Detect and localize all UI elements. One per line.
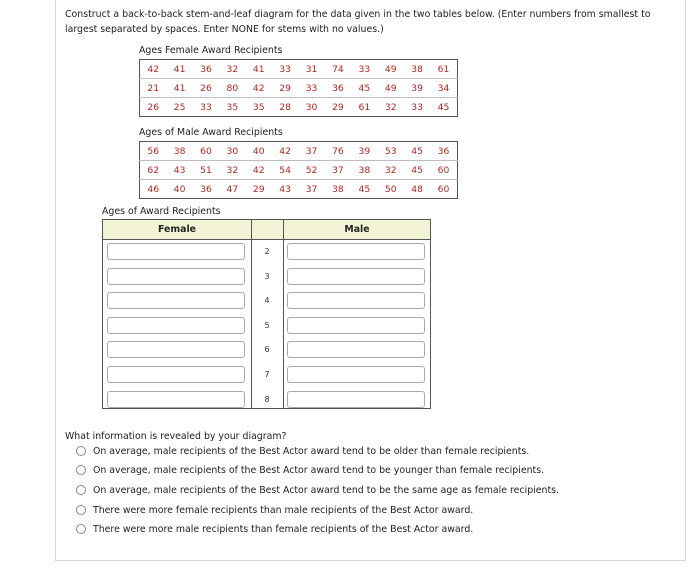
- male-cell: 43: [166, 161, 192, 180]
- female-cell: 21: [140, 79, 167, 98]
- male-cell: 37: [298, 142, 324, 161]
- radio-button[interactable]: [76, 524, 86, 534]
- female-row: [140, 79, 458, 98]
- answer-option-1[interactable]: [76, 444, 529, 458]
- female-leaves-input-stem-3[interactable]: [107, 268, 245, 285]
- female-cell: 26: [147, 101, 160, 113]
- answer-option-5[interactable]: [76, 522, 473, 536]
- stem-row: [103, 388, 430, 413]
- female-row: [140, 98, 458, 117]
- radio-button[interactable]: [76, 465, 86, 475]
- female-cell: 61: [430, 60, 457, 79]
- answer-option-label: On average, male recipients of the Best Actor award tend to be younger than female recipients.: [93, 464, 545, 476]
- male-leaves-input-stem-7[interactable]: [287, 366, 425, 383]
- stem-value: 4: [264, 296, 270, 306]
- female-leaves-input-stem-7[interactable]: [107, 366, 245, 383]
- female-cell: 35: [226, 101, 239, 113]
- male-cell: 36: [200, 183, 212, 195]
- male-cell: 37: [325, 161, 351, 180]
- male-cell: 51: [193, 161, 219, 180]
- stem-row: [103, 265, 430, 290]
- stem-leaf-header: [103, 220, 430, 240]
- male-cell: 45: [404, 161, 430, 180]
- female-leaves-input-stem-8[interactable]: [107, 391, 245, 408]
- female-cell: 35: [252, 101, 265, 113]
- female-cell: 41: [166, 60, 192, 79]
- male-cell: 45: [404, 142, 430, 161]
- female-cell: 33: [200, 101, 212, 113]
- female-cell: 26: [193, 79, 219, 98]
- answer-option-label: There were more female recipients than male recipients of the Best Actor award.: [93, 504, 474, 516]
- answer-option-label: On average, male recipients of the Best Actor award tend to be older than female recipients.: [93, 445, 530, 457]
- female-cell: 45: [351, 79, 377, 98]
- male-cell: 40: [173, 183, 186, 195]
- female-cell: 45: [437, 101, 450, 113]
- male-cell: 60: [430, 161, 457, 180]
- male-cell: 45: [358, 183, 371, 195]
- male-cell: 32: [219, 161, 245, 180]
- male-cell: 30: [219, 142, 245, 161]
- male-cell: 56: [140, 142, 167, 161]
- female-cell: 42: [140, 60, 167, 79]
- male-cell: 32: [378, 161, 404, 180]
- answer-option-label: On average, male recipients of the Best Actor award tend to be the same age as female recipients.: [93, 484, 560, 496]
- male-leaves-input-stem-5[interactable]: [287, 317, 425, 334]
- female-cell: 38: [404, 60, 430, 79]
- male-cell: 43: [279, 183, 291, 195]
- stem-value: 2: [264, 247, 270, 256]
- male-cell: 29: [252, 183, 265, 195]
- question-text: What information is revealed by your diagram?: [65, 431, 287, 442]
- stem-value: 5: [264, 320, 270, 330]
- female-leaves-input-stem-2[interactable]: [107, 243, 245, 260]
- female-cell: 32: [219, 60, 245, 79]
- female-cell: 61: [358, 101, 371, 113]
- female-cell: 33: [298, 79, 324, 98]
- female-cell: 49: [378, 60, 404, 79]
- male-cell: 48: [411, 183, 423, 195]
- male-cell: 50: [384, 183, 397, 195]
- male-cell: 39: [351, 142, 377, 161]
- male-cell: 38: [351, 161, 377, 180]
- female-cell: 39: [404, 79, 430, 98]
- male-cell: 76: [325, 142, 351, 161]
- male-cell: 36: [430, 142, 457, 161]
- female-leaves-input-stem-5[interactable]: [107, 317, 245, 334]
- male-leaves-input-stem-4[interactable]: [287, 292, 425, 309]
- stem-row: [103, 338, 430, 363]
- answer-option-3[interactable]: [76, 483, 559, 497]
- female-cell: 41: [166, 79, 192, 98]
- female-cell: 30: [305, 101, 318, 113]
- female-leaves-input-stem-6[interactable]: [107, 341, 245, 358]
- male-cell: 42: [246, 161, 272, 180]
- female-table-label: Ages Female Award Recipients: [139, 45, 283, 56]
- male-cell: 60: [437, 183, 450, 195]
- female-ages-table: [139, 59, 458, 117]
- female-header: Female: [157, 224, 197, 235]
- female-cell: 36: [325, 79, 351, 98]
- answer-option-2[interactable]: [76, 463, 544, 477]
- male-cell: 54: [272, 161, 298, 180]
- answer-option-label: There were more male recipients than female recipients of the Best Actor award.: [93, 523, 474, 535]
- male-row: [140, 142, 458, 161]
- male-header: Male: [344, 224, 370, 235]
- male-cell: 62: [140, 161, 167, 180]
- stem-row: [103, 314, 430, 339]
- stem-value: 7: [264, 370, 270, 379]
- male-leaves-input-stem-3[interactable]: [287, 268, 425, 285]
- female-leaves-input-stem-4[interactable]: [107, 292, 245, 309]
- radio-button[interactable]: [76, 446, 86, 456]
- stem-row: [103, 363, 430, 388]
- male-cell: 38: [166, 142, 192, 161]
- female-cell: 33: [411, 101, 423, 113]
- female-cell: 28: [279, 101, 291, 113]
- male-cell: 40: [246, 142, 272, 161]
- female-cell: 80: [219, 79, 245, 98]
- radio-button[interactable]: [76, 505, 86, 515]
- female-cell: 49: [378, 79, 404, 98]
- answer-option-4[interactable]: [76, 503, 473, 517]
- female-cell: 29: [332, 101, 344, 113]
- female-cell: 32: [384, 101, 397, 113]
- female-cell: 33: [351, 60, 377, 79]
- male-cell: 46: [147, 183, 160, 195]
- female-cell: 29: [272, 79, 298, 98]
- male-table-label: Ages of Male Award Recipients: [139, 127, 283, 138]
- male-cell: 42: [272, 142, 298, 161]
- stem-leaf-diagram: [102, 219, 431, 409]
- female-cell: 74: [325, 60, 351, 79]
- female-cell: 33: [272, 60, 298, 79]
- male-cell: 52: [298, 161, 324, 180]
- radio-button[interactable]: [76, 485, 86, 495]
- male-cell: 47: [226, 183, 239, 195]
- instructions-text: Construct a back-to-back stem-and-leaf diagram for the data given in the two tables below. (Enter numbers from smallest to largest separated by spaces. Enter NONE for stems with no values.): [65, 9, 651, 35]
- stem-value: 6: [264, 345, 270, 355]
- male-cell: 60: [193, 142, 219, 161]
- female-row: [140, 60, 458, 79]
- stem-row: [103, 289, 430, 314]
- stem-row: [103, 240, 430, 265]
- male-cell: 37: [305, 183, 318, 195]
- female-cell: 42: [246, 79, 272, 98]
- female-cell: 36: [193, 60, 219, 79]
- female-cell: 34: [430, 79, 457, 98]
- stem-leaf-title: Ages of Award Recipients: [102, 206, 221, 217]
- male-leaves-input-stem-8[interactable]: [287, 391, 425, 408]
- male-ages-table: [139, 141, 458, 199]
- male-cell: 53: [378, 142, 404, 161]
- male-leaves-input-stem-2[interactable]: [287, 243, 425, 260]
- stem-value: 8: [264, 394, 270, 404]
- stem-value: 3: [264, 271, 270, 281]
- male-row: [140, 180, 458, 199]
- female-cell: 41: [246, 60, 272, 79]
- female-cell: 31: [298, 60, 324, 79]
- male-row: [140, 161, 458, 180]
- male-cell: 38: [332, 183, 344, 195]
- female-cell: 25: [173, 101, 186, 113]
- male-leaves-input-stem-6[interactable]: [287, 341, 425, 358]
